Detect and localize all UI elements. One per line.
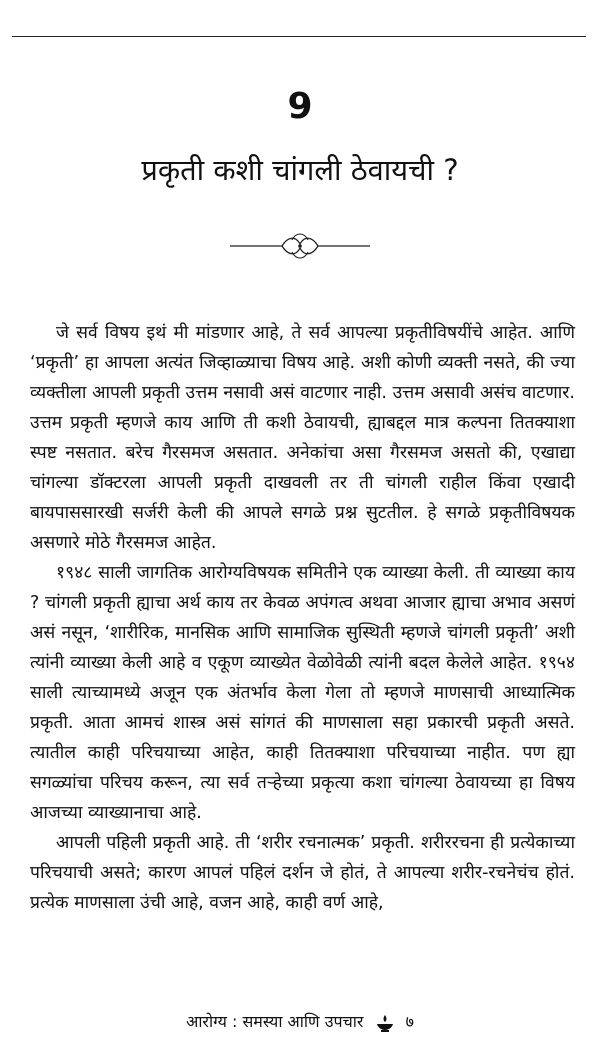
paragraph: जे सर्व विषय इथं मी मांडणार आहे, ते सर्व आपल्या प्रकृतीविषयींचे आहेत. आणि ‘प्रकृती’ हा आपला अत्यंत जिव्हाळ्याचा विषय आहे. अशी कोणी व्यक्ती नसते, की ज्या व्यक्तीला आपली प्रकृती उत्तम नसावी असं वाटणार नाही. उत्तम असावी असंच वाटणार. उत्तम प्रकृती म्हणजे काय आणि ती कशी ठेवायची, ह्याबद्दल मात्र कल्पना तितक्याशा स्पष्ट नसतात. बरेच गैरसमज असतात. अनेकांचा असा गैरसमज असतो की, एखाद्या चांगल्या डॉक्टरला आपली प्रकृती दाखवली तर ती चांगली राहील किंवा एखादी बायपाससारखी सर्जरी केली की आपले सगळे प्रश्न सुटतील. हे सगळे प्रकृतीविषयक असणारे मोठे गैरसमज आहेत. [30,323,575,553]
paragraph: १९४८ साली जागतिक आरोग्यविषयक समितीने एक व्याख्या केली. ती व्याख्या काय ? चांगली प्रकृती ह्याचा अर्थ काय तर केवळ अपंगत्व अथवा आजार ह्याचा अभाव असणं असं नसून, ‘शारीरिक, मानसिक आणि सामाजिक सुस्थिती म्हणजे चांगली प्रकृती’ अशी त्यांनी व्याख्या केली आहे व एकूण व्याख्येत वेळोवेळी त्यांनी बदल केलेले आहेत. १९५४ साली त्याच्यामध्ये अजून एक अंतर्भाव केला गेला तो म्हणजे माणसाची आध्यात्मिक प्रकृती. आता आमचं शास्त्र असं सांगतं की माणसाला सहा प्रकारची प्रकृती असते. त्यातील काही परिचयाच्या आहेत, काही तितक्याशा परिचयाच्या नाहीत. पण ह्या सगळ्यांचा परिचय करून, त्या सर्व तऱ्हेच्या प्रकृत्या कशा चांगल्या ठेवायच्या हा विषय आजच्या व्याख्यानाचा आहे. [30,563,575,823]
top-rule [12,36,586,37]
chapter-number: 9 [287,86,313,127]
lamp-icon [375,1014,395,1032]
footer-book-title: आरोग्य : समस्या आणि उपचार [186,1012,364,1031]
body-text [30,318,575,918]
paragraph: आपली पहिली प्रकृती आहे. ती ‘शरीर रचनात्मक’ प्रकृती. शरीररचना ही प्रत्येकाच्या परिचयाची असते; कारण आपलं पहिलं दर्शन जे होतं, ते आपल्या शरीर-रचनेचंच होतं. प्रत्येक माणसाला उंची आहे, वजन आहे, काही वर्ण आहे, [30,833,575,913]
chapter-title: प्रकृती कशी चांगली ठेवायची ? [141,153,459,187]
page-footer [0,1010,600,1032]
floral-divider-icon [230,226,370,266]
footer-page-number: ७ [405,1012,414,1031]
